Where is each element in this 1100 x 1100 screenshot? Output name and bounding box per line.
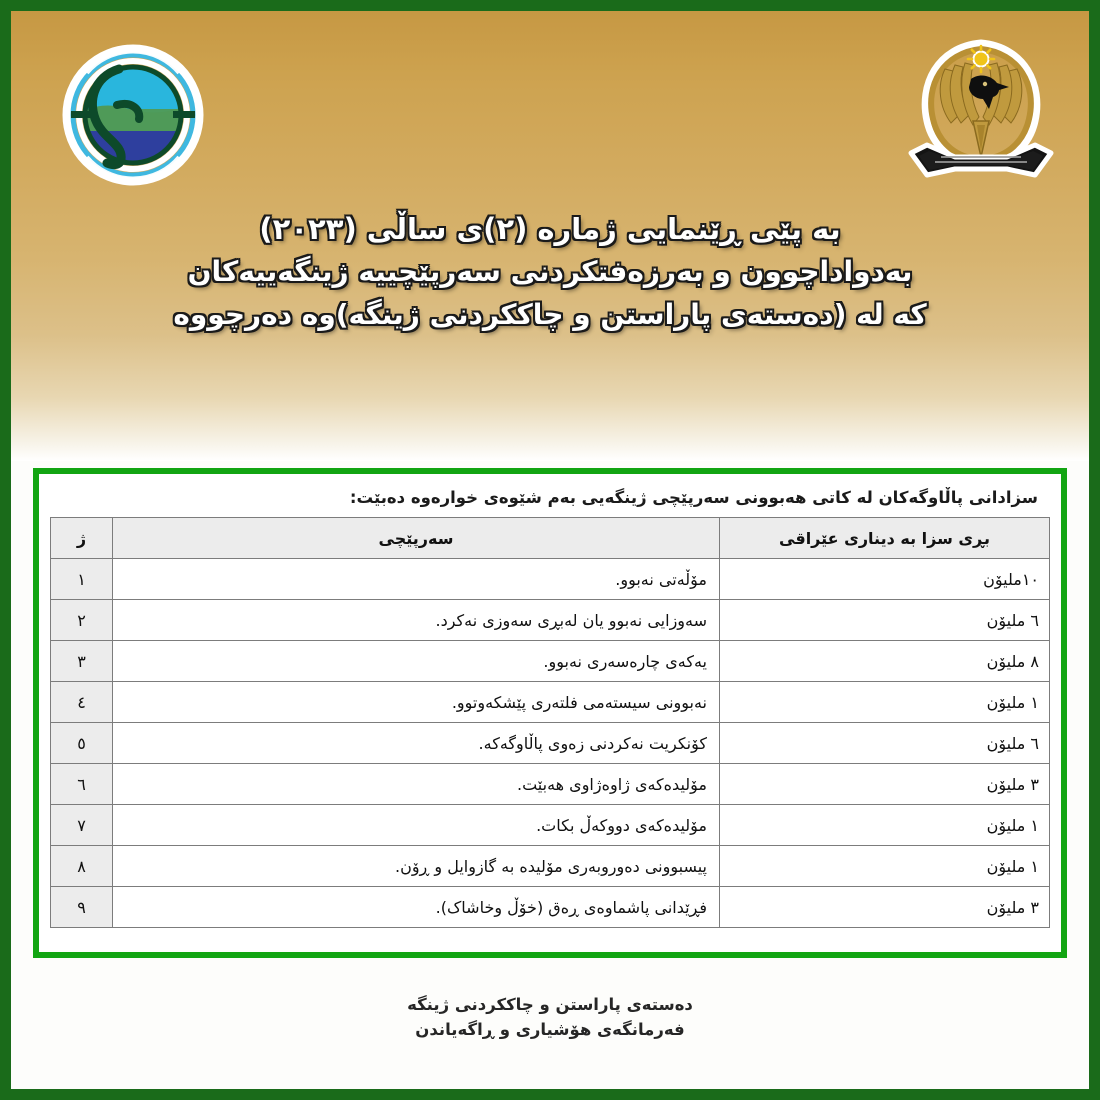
- footer-line-2: فەرمانگەی هۆشیاری و ڕاگەیاندن: [415, 1020, 685, 1040]
- cell-penalty: ٣ ملیۆن: [720, 764, 1050, 805]
- footer: [11, 992, 1089, 1043]
- cell-penalty: ١ ملیۆن: [720, 682, 1050, 723]
- cell-number: ٨: [51, 846, 113, 887]
- header-penalty: بڕی سزا بە دیناری عێراقی: [720, 518, 1050, 559]
- table-row: [51, 641, 1050, 682]
- cell-number: ٧: [51, 805, 113, 846]
- cell-violation: نەبوونی سیستەمی فلتەری پێشکەوتوو.: [113, 682, 720, 723]
- cell-number: ١: [51, 559, 113, 600]
- cell-number: ٣: [51, 641, 113, 682]
- cell-violation: مۆلیدەکەی دووکەڵ بکات.: [113, 805, 720, 846]
- cell-penalty: ٦ ملیۆن: [720, 723, 1050, 764]
- cell-violation: مۆلیدەکەی ژاوەژاوی هەبێت.: [113, 764, 720, 805]
- title-line-3: کە لە (دەستەی پاراستن و چاککردنی ژینگە)وە دەرچووە: [173, 297, 927, 331]
- cell-number: ٥: [51, 723, 113, 764]
- cell-violation: پیسبوونی دەوروبەری مۆلیدە بە گازوایل و ڕۆن.: [113, 846, 720, 887]
- cell-violation: کۆنکریت نەکردنی زەوی پاڵاوگەکە.: [113, 723, 720, 764]
- cell-penalty: ٦ ملیۆن: [720, 600, 1050, 641]
- cell-number: ٦: [51, 764, 113, 805]
- table-row: [51, 600, 1050, 641]
- table-header-row: [51, 518, 1050, 559]
- cell-penalty: ١٠ملیۆن: [720, 559, 1050, 600]
- footer-line-1: دەستەی پاراستن و چاککردنی ژینگە: [407, 994, 693, 1014]
- title-line-1: بە پێی ڕێنمایی ژمارە (٢)ی ساڵی (٢٠٢٣): [259, 212, 841, 246]
- cell-number: ٢: [51, 600, 113, 641]
- header-number: ژ: [51, 518, 113, 559]
- penalty-table: [50, 517, 1050, 928]
- cell-violation: فڕێدانی پاشماوەی ڕەق (خۆڵ وخاشاک).: [113, 887, 720, 928]
- krg-eagle-emblem: [893, 25, 1069, 195]
- table-row: [51, 723, 1050, 764]
- table-row: [51, 682, 1050, 723]
- cell-violation: سەوزایی نەبوو یان لەبڕی سەوزی نەکرد.: [113, 600, 720, 641]
- table-row: [51, 887, 1050, 928]
- poster-title: [71, 207, 1029, 336]
- penalty-table-body: [51, 559, 1050, 928]
- cell-penalty: ١ ملیۆن: [720, 805, 1050, 846]
- title-line-2: بەدواداچوون و بەرزەفتکردنی سەرپێچییە ژینگەییەکان: [187, 255, 913, 289]
- header-violation: سەرپێچی: [113, 518, 720, 559]
- cell-penalty: ٨ ملیۆن: [720, 641, 1050, 682]
- cell-penalty: ٣ ملیۆن: [720, 887, 1050, 928]
- cell-violation: یەکەی چارەسەری نەبوو.: [113, 641, 720, 682]
- table-row: [51, 805, 1050, 846]
- cell-number: ٩: [51, 887, 113, 928]
- cell-penalty: ١ ملیۆن: [720, 846, 1050, 887]
- table-row: [51, 559, 1050, 600]
- penalty-panel: [33, 468, 1067, 958]
- cell-number: ٤: [51, 682, 113, 723]
- panel-caption: سزادانی پاڵاوگەکان لە کاتی هەبوونی سەرپێچی ژینگەیی بەم شێوەی خوارەوە دەبێت:: [349, 488, 1038, 507]
- cell-violation: مۆڵەتی نەبوو.: [113, 559, 720, 600]
- environment-board-logo: [57, 39, 209, 191]
- table-row: [51, 846, 1050, 887]
- table-row: [51, 764, 1050, 805]
